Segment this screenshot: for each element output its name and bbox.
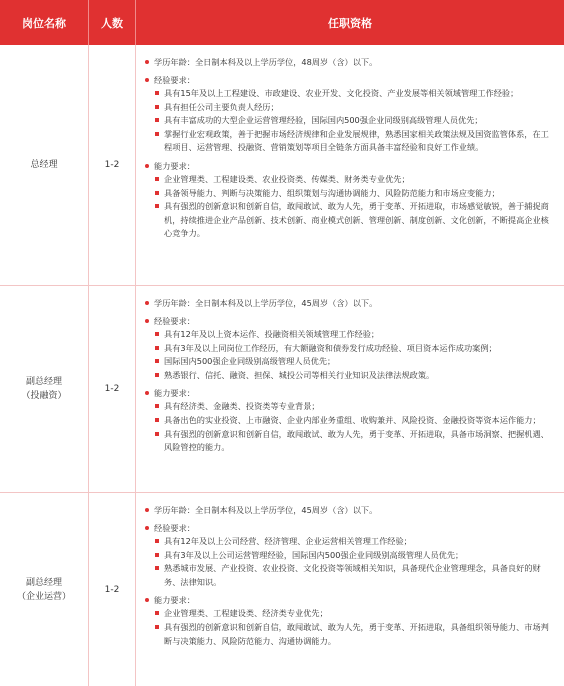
bullet-square-icon — [155, 611, 159, 615]
bullet-square-icon — [155, 332, 159, 336]
ability-item: 具有强烈的创新意识和创新自信，敢闯敢试、敢为人先，勇于变革、开拓进取，具备市场洞察、把握机遇、风险管控的能力。 — [164, 428, 549, 453]
edu-requirement: 学历年龄：全日制本科及以上学历学位，45周岁（含）以下。 — [154, 298, 378, 308]
bullet-square-icon — [155, 418, 159, 422]
bullet-square-icon — [155, 359, 159, 363]
qualification-cell — [136, 45, 564, 285]
bullet-dot-icon — [145, 78, 149, 82]
bullet-dot-icon — [145, 391, 149, 395]
header-position: 岗位名称 — [0, 0, 89, 45]
bullet-square-icon — [155, 132, 159, 136]
bullet-square-icon — [155, 404, 159, 408]
bullet-square-icon — [155, 373, 159, 377]
qualification-cell — [136, 493, 564, 686]
header-count: 人数 — [89, 0, 136, 45]
bullet-dot-icon — [145, 164, 149, 168]
ability-heading: 能力要求： — [154, 160, 195, 171]
ability-item: 具有强烈的创新意识和创新自信，敢闯敢试、敢为人先，勇于变革、开拓进取，具备组织领导能力、市场判断与决策能力、风险防范能力、沟通协调能力。 — [164, 621, 549, 646]
qualification-cell — [136, 286, 564, 492]
position-subtitle: （企业运营） — [16, 591, 71, 602]
bullet-square-icon — [155, 191, 159, 195]
bullet-square-icon — [155, 539, 159, 543]
ability-item: 企业管理类、工程建设类、农业投资类、传媒类、财务类专业优先； — [164, 173, 410, 184]
position-count: 1-2 — [89, 45, 136, 285]
bullet-dot-icon — [145, 526, 149, 530]
experience-item: 国际国内500强企业同级别高级管理人员优先； — [164, 356, 336, 367]
experience-heading: 经验要求： — [154, 316, 195, 326]
bullet-square-icon — [155, 204, 159, 208]
table-row — [0, 286, 564, 493]
bullet-square-icon — [155, 432, 159, 436]
experience-item: 具有3年及以上同岗位工作经历，有大额融资和债券发行成功经验、项目资本运作成功案例； — [164, 342, 497, 353]
experience-item: 具有12年及以上公司经营、经济管理、企业运营相关管理工作经验； — [164, 536, 412, 546]
edu-requirement: 学历年龄：全日制本科及以上学历学位，48周岁（含）以下。 — [154, 57, 378, 67]
position-name — [0, 286, 89, 492]
bullet-dot-icon — [145, 508, 149, 512]
ability-heading: 能力要求： — [154, 388, 195, 399]
position-name — [0, 493, 89, 686]
experience-item: 熟悉银行、信托、融资、担保、城投公司等相关行业知识及法律法规政策。 — [164, 369, 435, 380]
experience-heading: 经验要求： — [154, 523, 195, 533]
table-row — [0, 45, 564, 286]
ability-item: 具有经济类、金融类、投资类等专业背景； — [164, 401, 320, 412]
bullet-dot-icon — [145, 319, 149, 323]
experience-item: 具有3年及以上公司运营管理经验，国际国内500强企业同级别高级管理人员优先； — [164, 549, 464, 560]
experience-item: 具有丰富成功的大型企业运营管理经验，国际国内500强企业同级别高级管理人员优先； — [164, 115, 483, 126]
position-count: 1-2 — [89, 493, 136, 686]
bullet-square-icon — [155, 91, 159, 95]
bullet-dot-icon — [145, 60, 149, 64]
position-subtitle: （投融资） — [21, 391, 67, 401]
position-name — [0, 45, 89, 285]
experience-item: 熟悉城市发展、产业投资、农业投资、文化投资等领域相关知识，具备现代企业管理理念，具备良好的财务、法律知识。 — [164, 563, 541, 587]
bullet-square-icon — [155, 566, 159, 570]
bullet-dot-icon — [145, 598, 149, 602]
edu-requirement: 学历年龄：全日制本科及以上学历学位，45周岁（含）以下。 — [154, 505, 378, 515]
ability-item: 具备出色的实业投资、上市融资、企业内部业务重组、收购兼并、风险投资、金融投资等资本运作能力； — [164, 414, 541, 425]
experience-item: 具有12年及以上资本运作、投融资相关领域管理工作经验； — [164, 329, 380, 339]
position-title: 总经理 — [30, 160, 58, 170]
experience-item: 掌握行业宏观政策，善于把握市场经济规律和企业发展规律，熟悉国家相关政策法规及国资监管体系，在工程项目、运营管理、投融资、营销策划等项目全链条方面具备丰富经验和良好工作业绩。 — [164, 128, 549, 153]
ability-heading: 能力要求： — [154, 595, 195, 606]
experience-heading: 经验要求： — [154, 75, 195, 85]
header-qualification: 任职资格 — [328, 16, 372, 30]
position-title: 副总经理 — [25, 377, 62, 387]
bullet-square-icon — [155, 625, 159, 629]
bullet-square-icon — [155, 177, 159, 181]
position-title: 副总经理 — [25, 577, 62, 588]
bullet-square-icon — [155, 553, 159, 557]
bullet-dot-icon — [145, 301, 149, 305]
bullet-square-icon — [155, 118, 159, 122]
table-row — [0, 493, 564, 686]
experience-item: 具有担任公司主要负责人经历； — [164, 101, 279, 112]
bullet-square-icon — [155, 105, 159, 109]
ability-item: 企业管理类、工程建设类、经济类专业优先； — [164, 608, 328, 619]
experience-item: 具有15年及以上工程建设、市政建设、农业开发、文化投资、产业发展等相关领域管理工作经验； — [164, 88, 519, 98]
ability-item: 具有强烈的创新意识和创新自信，敢闯敢试、敢为人先，勇于变革、开拓进取，市场感觉敏锐，善于捕捉商机，持续推进企业产品创新、技术创新、商业模式创新、管理创新、制度创新、文化创新，不断提高企业核心竞争力。 — [164, 201, 549, 239]
position-count: 1-2 — [89, 286, 136, 492]
ability-item: 具备领导能力、判断与决策能力、组织策划与沟通协调能力、风险防范能力和市场应变能力； — [164, 187, 500, 198]
bullet-square-icon — [155, 346, 159, 350]
table-header — [0, 0, 564, 45]
